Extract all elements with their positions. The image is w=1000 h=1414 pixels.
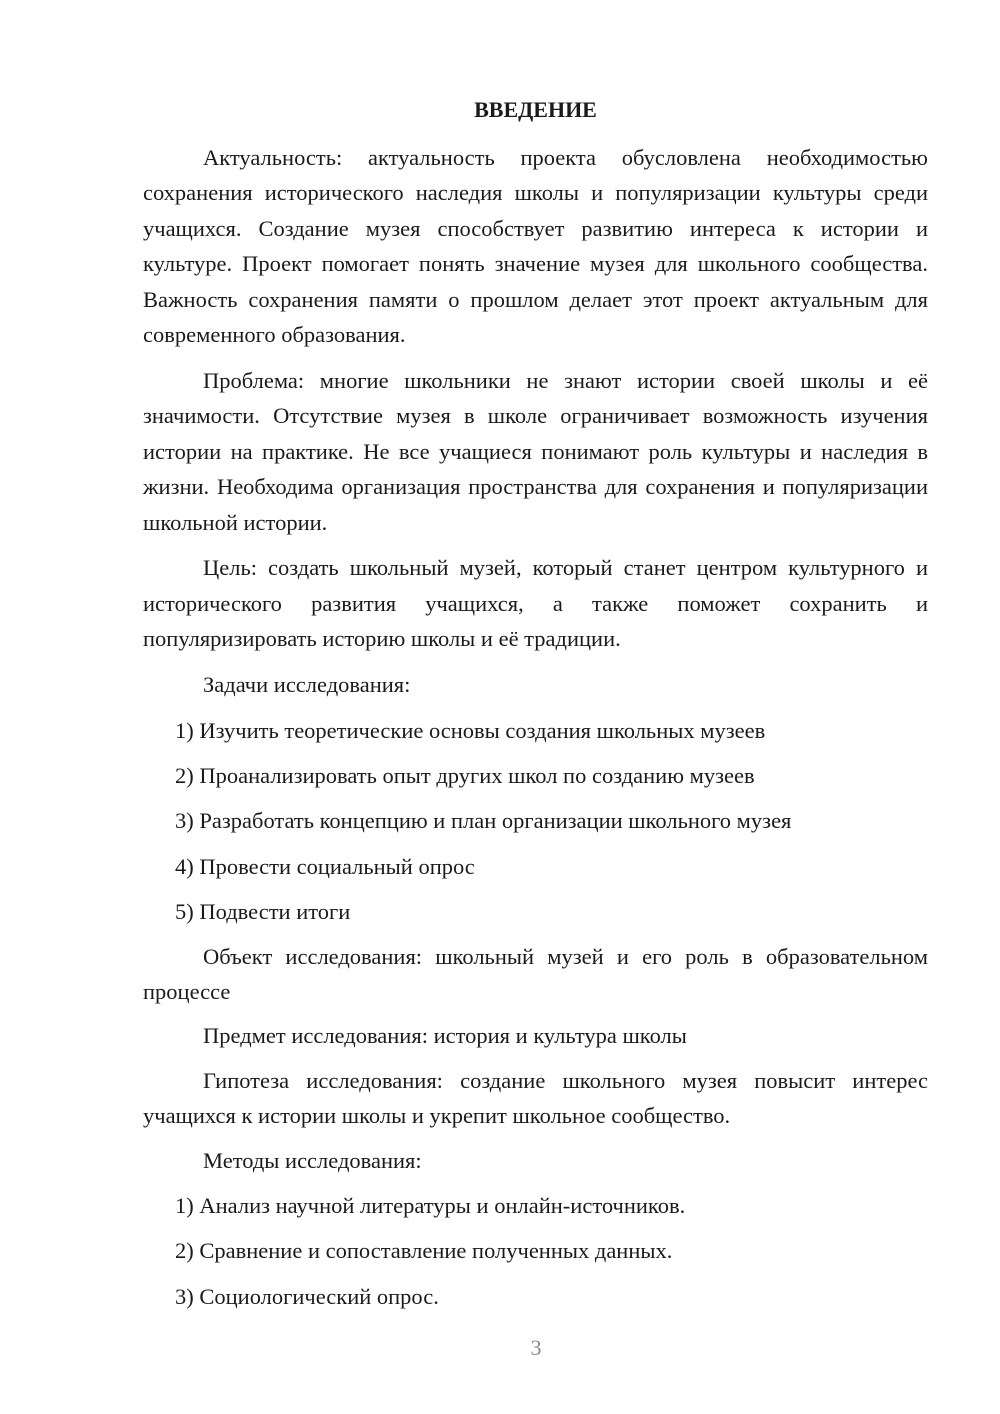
task-item: 4) Провести социальный опрос: [175, 853, 475, 879]
goal-paragraph: Цель: создать школьный музей, который станет центром культурного и исторического развития учащихся, а также поможет сохранить и популяризировать историю школы и её традиции.: [143, 555, 928, 652]
hypothesis-paragraph: Гипотеза исследования: создание школьного музея повысит интерес учащихся к истории школы и укрепит школьное сообщество.: [143, 1067, 928, 1129]
method-item: 1) Анализ научной литературы и онлайн-источников.: [175, 1193, 686, 1219]
section-title: ВВЕДЕНИЕ: [474, 97, 597, 122]
task-item: 1) Изучить теоретические основы создания школьных музеев: [175, 717, 766, 743]
subject-paragraph: Предмет исследования: история и культура школы: [203, 1023, 687, 1049]
relevance-paragraph: Актуальность: актуальность проекта обусловлена необходимостью сохранения исторического наследия школы и популяризации культуры среди учащихся. Создание музея способствует развитию интереса к истории и культуре. Проект помогает понять значение музея для школьного сообщества. Важность сохранения памяти о прошлом делает этот проект актуальным для современного образования.: [143, 145, 928, 348]
method-item: 2) Сравнение и сопоставление полученных данных.: [175, 1238, 673, 1264]
document-body: [143, 94, 928, 1314]
tasks-heading: Задачи исследования:: [203, 672, 411, 698]
task-item: 3) Разработать концепцию и план организации школьного музея: [175, 808, 792, 834]
method-item: 3) Социологический опрос.: [175, 1283, 439, 1309]
methods-heading: Методы исследования:: [203, 1147, 422, 1173]
task-item: 5) Подвести итоги: [175, 899, 351, 925]
object-paragraph: Объект исследования: школьный музей и его роль в образовательном процессе: [143, 943, 928, 1005]
problem-paragraph: Проблема: многие школьники не знают истории своей школы и её значимости. Отсутствие музея в школе ограничивает возможность изучения истории на практике. Не все учащиеся понимают роль культуры и наследия в жизни. Необходима организация пространства для сохранения и популяризации школьной истории.: [143, 367, 928, 535]
page-number: 3: [530, 1335, 542, 1360]
methods-list: [143, 1188, 928, 1314]
tasks-list: [143, 713, 928, 930]
task-item: 2) Проанализировать опыт других школ по созданию музеев: [175, 763, 755, 788]
